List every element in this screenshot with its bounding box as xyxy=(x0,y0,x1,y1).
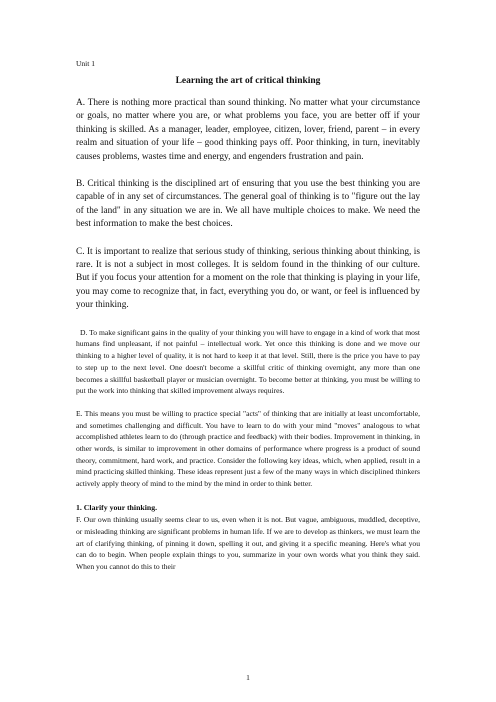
paragraph-a: A. There is nothing more practical than sound thinking. No matter what your circumstance or goals, no matter where you are, or what problems you face, you are better off if your thinking is skilled. As a manager, leader, employee, citizen, lover, friend, parent – in every realm and situation of your life – good thinking pays off. Poor thinking, in turn, inevitably causes problems, wastes time and energy, and engenders frustration and pain. xyxy=(76,98,420,162)
unit-label: Unit 1 xyxy=(76,59,95,68)
section-heading: 1. Clarify your thinking. xyxy=(76,502,158,512)
paragraph-c: C. It is important to realize that serious study of thinking, serious thinking about thinking, is rare. It is not a subject in most colleges. It is seldom found in the thinking of our culture. But if you focus your attention for a moment on the role that thinking is playing in your life, you may come to recognize that, in fact, everything you do, or want, or feel is influenced by your thinking. xyxy=(76,246,420,311)
document-body xyxy=(76,97,420,573)
page-number: 1 xyxy=(246,673,250,682)
paragraph-e: E. This means you must be willing to practice special "acts" of thinking that are initially at least uncomfortable, and sometimes challenging and difficult. You have to learn to do with your mind "moves" analogous to what accomplished athletes learn to do (through practice and feedback) with their bodies. Improvement in thinking, in other words, is similar to improvement in other domains of performance where progress is a product of sound theory, commitment, hard work, and practice. Consider the following key ideas, which, when applied, result in a mind practicing skilled thinking. These ideas represent just a few of the many ways in which disciplined thinkers actively apply theory of mind to the mind by the mind in order to think better. xyxy=(76,408,420,489)
paragraph-b: B. Critical thinking is the disciplined art of ensuring that you use the best thinking you are capable of in any set of circumstances. The general goal of thinking is to "figure out the lay of the land" in any situation we are in. We all have multiple choices to make. We need the best information to make the best choices. xyxy=(76,179,420,230)
paragraph-d: D. To make significant gains in the quality of your thinking you will have to engage in a kind of work that most humans find unpleasant, if not painful – intellectual work. Yet once this thinking is done and we move our thinking to a higher level of quality, it is not hard to keep it at that level. Still, there is the price you have to pay to step up to the next level. One doesn't become a skillful critic of thinking overnight, any more than one becomes a skillful basketball player or musician overnight. To become better at thinking, you must be willing to put the work into thinking that skilled improvement always requires. xyxy=(76,327,420,396)
paragraph-f: F. Our own thinking usually seems clear to us, even when it is not. But vague, ambiguous, muddled, deceptive, or misleading thinking are significant problems in human life. If we are to develop as thinkers, we must learn the art of clarifying thinking, of pinning it down, spelling it out, and giving it a specific meaning. Here's what you can do to begin. When people explain things to you, summarize in your own words what you think they said. When you cannot do this to their xyxy=(76,515,420,572)
document-title: Learning the art of critical thinking xyxy=(175,76,321,86)
